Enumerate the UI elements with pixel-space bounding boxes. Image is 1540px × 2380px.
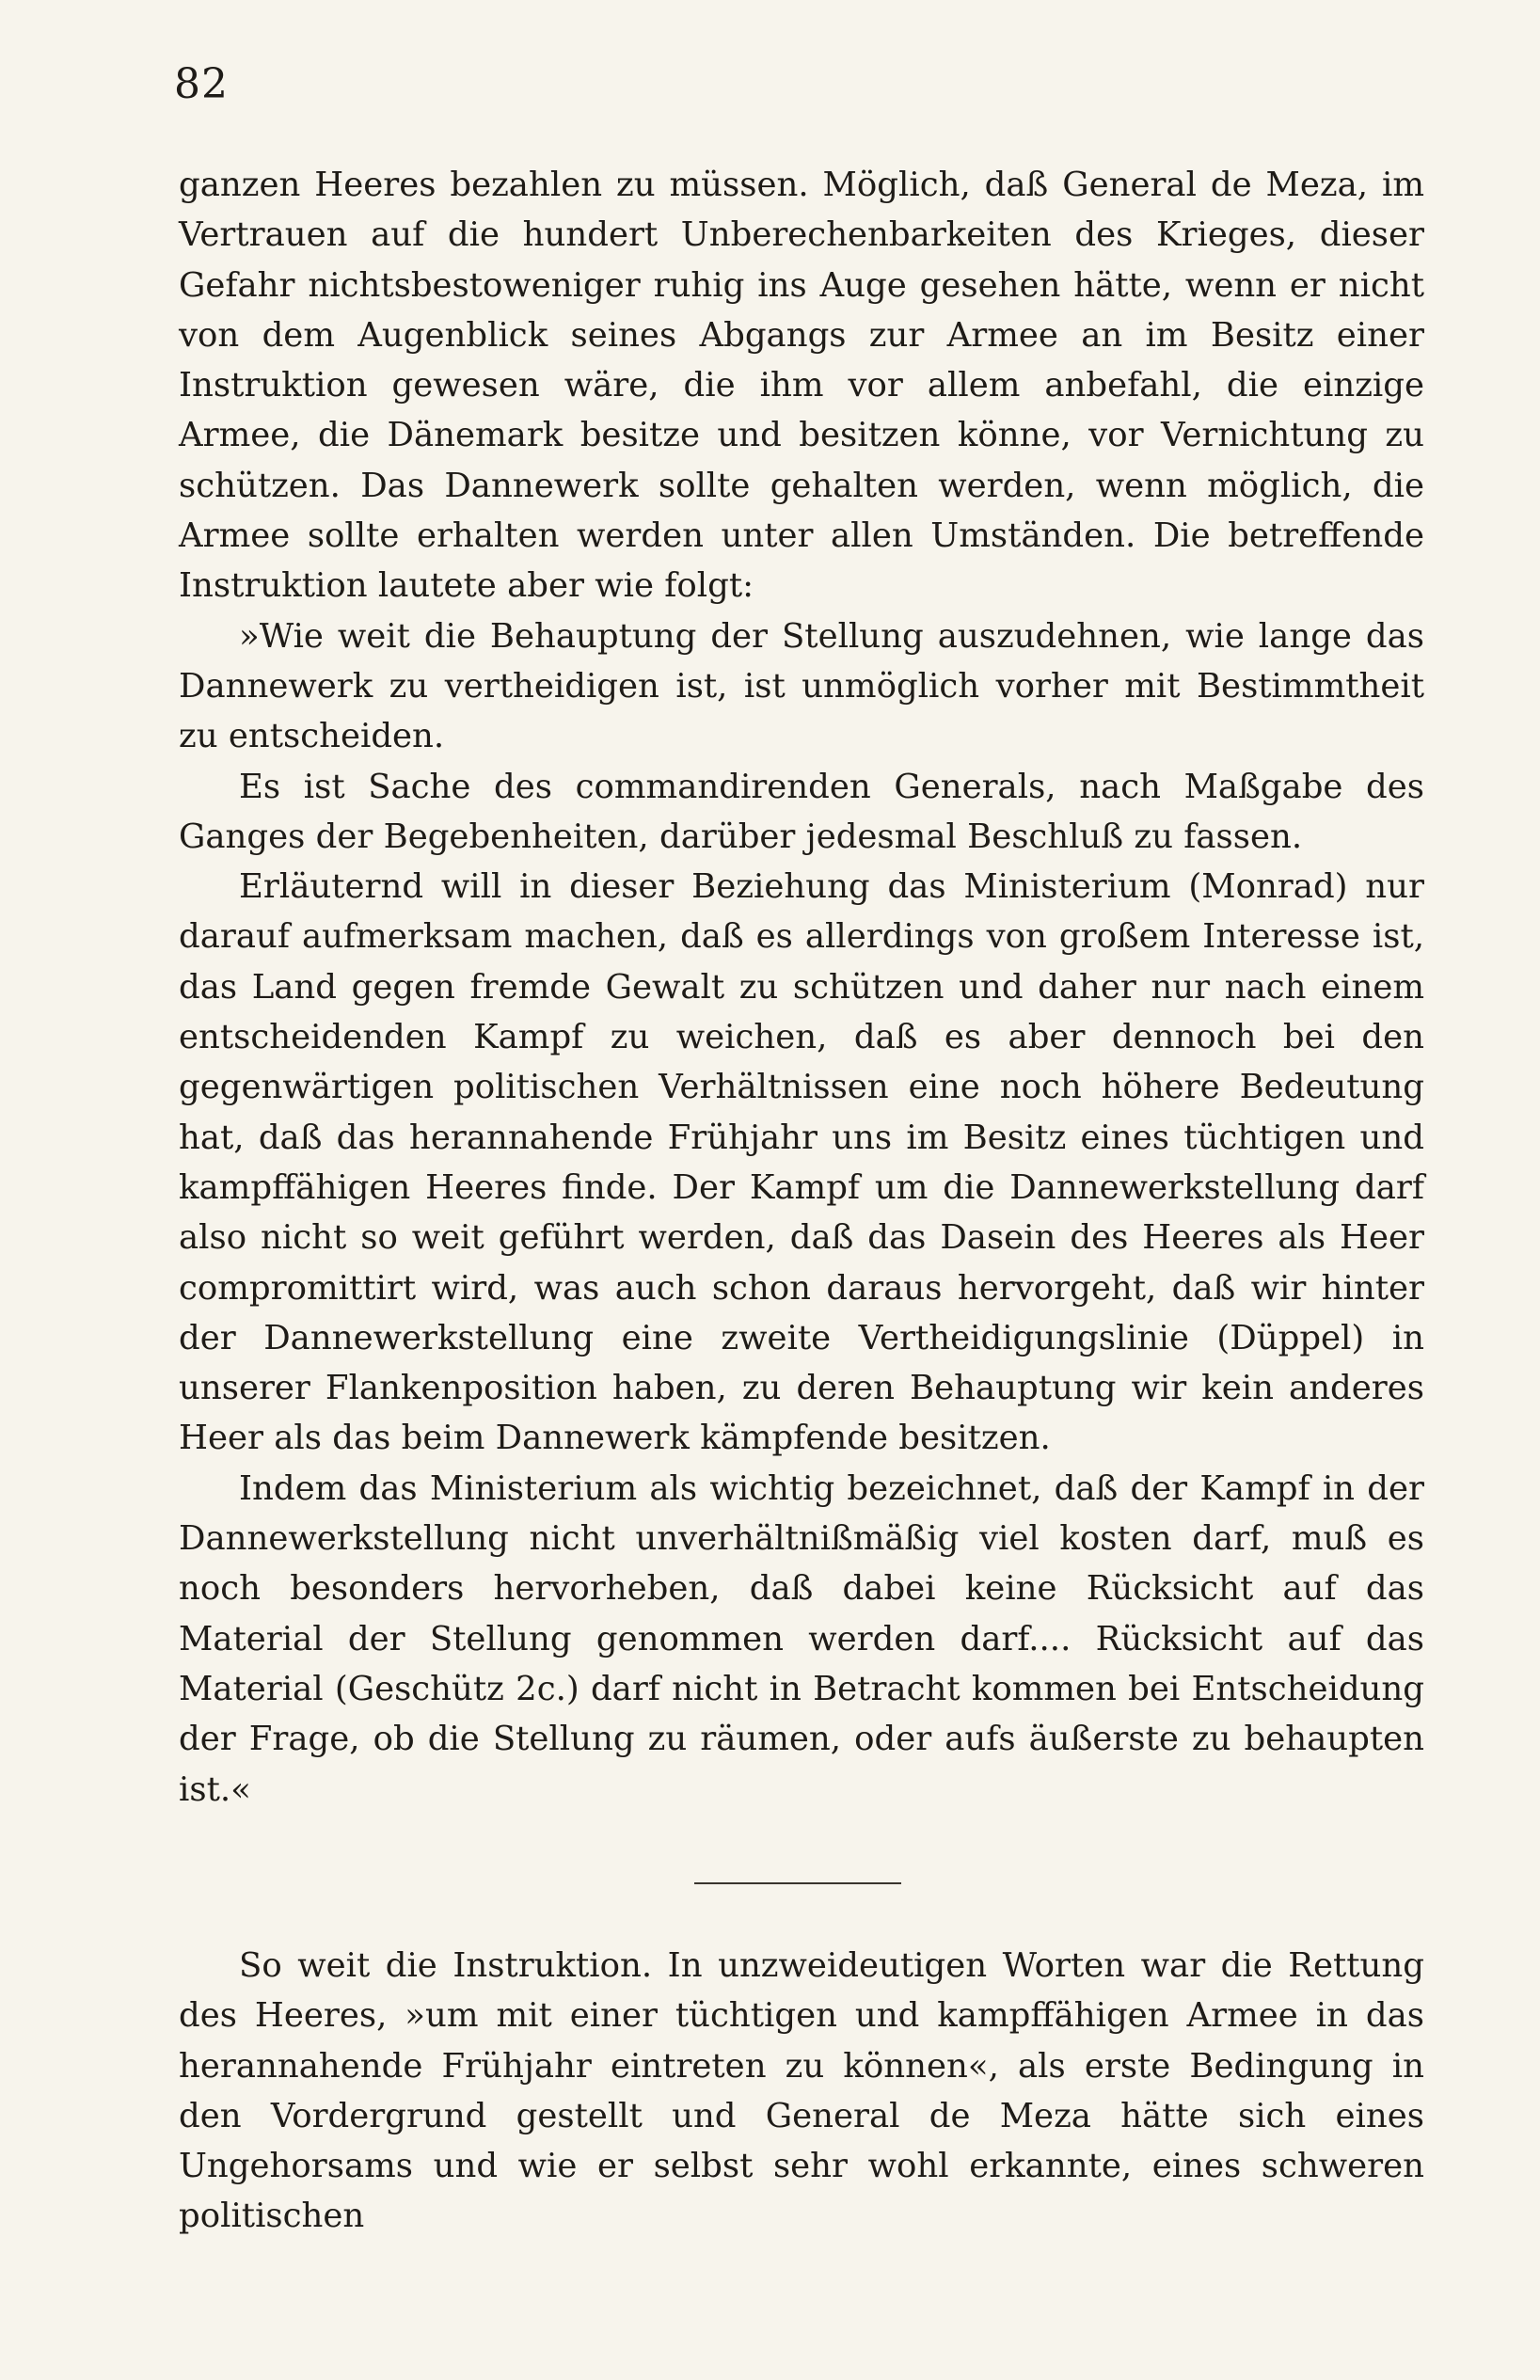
main-text-block — [179, 160, 1424, 1815]
quote-paragraph-2: Es ist Sache des commandirenden Generals, nach Maßgabe des Ganges der Begebenheiten, darüber jedesmal Beschluß zu fassen. — [179, 767, 1424, 856]
closing-text-block — [179, 1941, 1424, 2242]
section-divider — [694, 1882, 901, 1884]
paragraph-continuation: ganzen Heeres bezahlen zu müssen. Möglich, daß General de Meza, im Vertrauen auf die hundert Unberechenbarkeiten des Krieges, dieser Gefahr nichtsbestoweniger ruhig ins Auge gesehen hätte, wenn er nicht von dem Augenblick seines Abgangs zur Armee an im Besitz einer Instruktion gewesen wäre, die ihm vor allem anbefahl, die einzige Armee, die Dänemark besitze und besitzen könne, vor Vernichtung zu schützen. Das Dannewerk sollte gehalten werden, wenn möglich, die Armee sollte erhalten werden unter allen Umständen. Die betreffende Instruktion lautete aber wie folgt: — [179, 166, 1424, 606]
quote-paragraph-3: Erläuternd will in dieser Beziehung das Ministerium (Monrad) nur darauf aufmerksam machen, daß es allerdings von großem Interesse ist, das Land gegen fremde Gewalt zu schützen und daher nur nach einem entscheidenden Kampf zu weichen, daß es aber dennoch bei den gegenwärtigen politischen Verhältnissen eine noch höhere Bedeutung hat, daß das herannahende Frühjahr uns im Besitz eines tüchtigen und kampffähigen Heeres finde. Der Kampf um die Dannewerkstellung darf also nicht so weit geführt werden, daß das Dasein des Heeres als Heer compromittirt wird, was auch schon daraus hervorgeht, daß wir hinter der Dannewerkstellung eine zweite Vertheidigungslinie (Düppel) in unserer Flankenposition haben, zu deren Behauptung wir kein anderes Heer als das beim Dannewerk kämpfende besitzen. — [179, 867, 1424, 1458]
quote-paragraph-4: Indem das Ministerium als wichtig bezeichnet, daß der Kampf in der Dannewerkstellung nicht unverhältnißmäßig viel kosten darf, muß es noch besonders hervorheben, daß dabei keine Rücksicht auf das Material der Stellung genommen werden darf.... Rücksicht auf das Material (Geschütz 2c.) darf nicht in Betracht kommen bei Entscheidung der Frage, ob die Stellung zu räumen, oder aufs äußerste zu behaupten ist.« — [179, 1468, 1424, 1809]
closing-paragraph: So weit die Instruktion. In unzweideutigen Worten war die Rettung des Heeres, »um mit einer tüchtigen und kampffähigen Armee in das herannahende Frühjahr eintreten zu können«, als erste Bedingung in den Vordergrund gestellt und General de Meza hätte sich eines Ungehorsams und wie er selbst sehr wohl erkannte, eines schweren politischen — [179, 1946, 1424, 2236]
quote-paragraph-1: »Wie weit die Behauptung der Stellung auszudehnen, wie lange das Dannewerk zu vertheidigen ist, ist unmöglich vorher mit Bestimmtheit zu entscheiden. — [179, 616, 1424, 756]
page-number: 82 — [174, 60, 229, 108]
